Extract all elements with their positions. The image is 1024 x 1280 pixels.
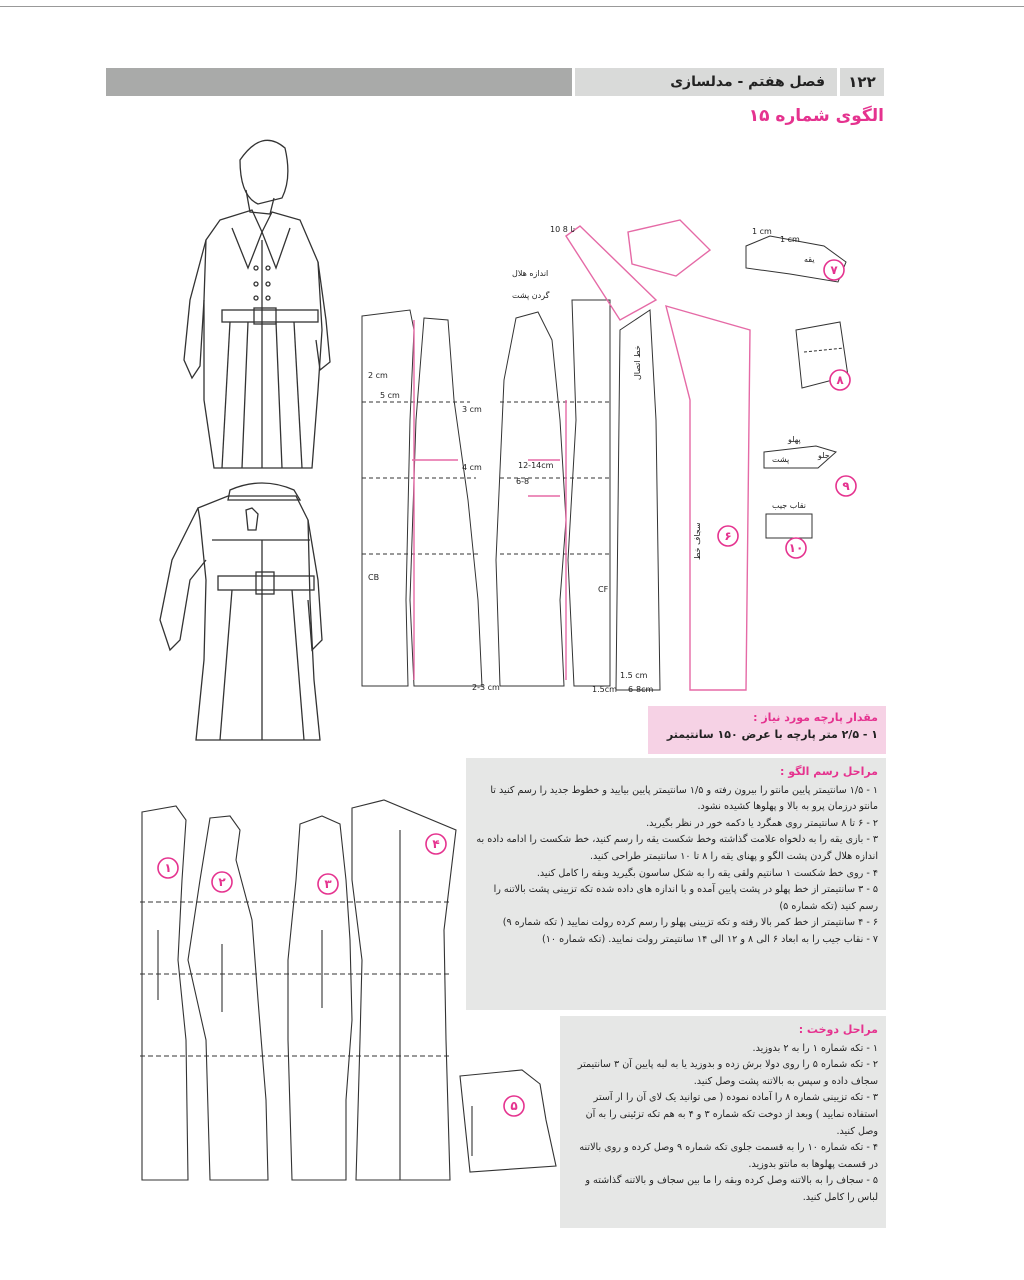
measure-3cm: 3 cm [462,405,482,414]
fabric-requirement-box [648,706,886,754]
page-number: ۱۲۲ [840,68,884,96]
measure-4cm: 4 cm [462,463,482,472]
piece-number-4 [426,834,446,854]
measure-1-5cm-b: 1.5cm [592,685,617,694]
attach-line-label: خط اتصال [633,345,642,380]
upper-pattern-draft [362,300,660,690]
drafting-steps-box [466,758,886,1010]
fabric-heading: مقدار پارچه مورد نیاز : [753,711,878,724]
drafting-step: ۵ - ۳ سانتیمتر از خط پهلو در پشت پایین آمده و با اندازه های داده شده تکه تزیینی پشت بالاتنه را رسم کنید (تکه شماره ۵) [493,884,878,912]
drafting-heading: مراحل رسم الگو : [779,765,878,778]
piece-number-1 [158,858,178,878]
collar-label: یقه [804,255,815,264]
pattern-title: الگوی شماره ۱۵ [748,106,884,126]
measure-5cm: 5 cm [380,391,400,400]
svg-text:۵: ۵ [510,1099,518,1113]
measure-2cm: 2 cm [368,371,388,380]
piece-number-9 [836,476,856,496]
drafting-step: ۴ - روی خط شکست ۱ سانتیم ولقی یقه را به شکل ساسون بگیرید وبقه را کامل کنید. [536,867,878,879]
sewing-step: ۵ - سجاف را به بالاتنه وصل کرده وبقه را ما بین سجاف و بالاتنه گذاشته و لباس را کامل کنید. [585,1175,878,1203]
front-label: جلو [818,451,830,460]
measure-2-3cm: 2-3 cm [472,683,500,692]
measure-1cm-b: 1 cm [780,235,800,244]
svg-text:۱: ۱ [164,861,172,875]
piece-number-7 [824,260,844,280]
piece-number-3 [318,874,338,894]
sewing-heading: مراحل دوخت : [798,1023,878,1036]
svg-text:۱۰: ۱۰ [788,541,804,555]
measure-10-8: 10 تا 8 [550,225,576,234]
svg-text:۸: ۸ [836,373,844,387]
piece-number-2 [212,872,232,892]
piece-number-6 [718,526,738,546]
svg-text:۲: ۲ [218,875,226,889]
svg-text:۴: ۴ [432,837,440,851]
drafting-step: ۶ - ۴ سانتیمتر از خط کمر بالا رفته و تکه تزیینی پهلو را رسم کرده رولت نمایید ( تکه شماره ۹) [502,917,878,929]
measure-6-8: 6-8 [516,477,530,486]
cb-label: CB [368,573,380,582]
drafting-step: ۱ - ۱/۵ سانتیمتر پایین مانتو را بیرون رفته و ۱/۵ سانتیمتر پایین بیایید و خطوط جدید را رسم کنید تا مانتو درزمان پرو به بالا و پهلوها کشیده نشود. [490,784,878,813]
back-label: پشت [772,455,790,464]
facing-line-label: سجاف خط [693,522,702,560]
svg-text:۷: ۷ [830,263,838,277]
coat-back-sketch [160,483,322,740]
measure-12-14cm: 12-14cm [518,461,554,470]
svg-text:۶: ۶ [724,529,732,543]
pink-pattern-pieces [412,220,750,690]
svg-text:۳: ۳ [324,877,332,891]
pocket-flap-label: نقاب جیب [772,501,806,510]
drafting-step: ۳ - بازی یقه را به دلخواه علامت گذاشته وخط شکست یقه را رسم کنید، خط شکست را ادامه داده به اندازه هلال گردن پشت الگو و پهنای یقه را ۸ تا ۱۰ سانتیمتر طراحی کنید. [476,834,878,862]
coat-front-sketch [184,140,330,468]
measure-6-8cm: 6-8cm [628,685,654,694]
piece-number-10 [786,538,806,558]
svg-text:۹: ۹ [842,479,850,493]
cf-label: CF [598,585,609,594]
sewing-step: ۴ - تکه شماره ۱۰ را به قسمت جلوی تکه شماره ۹ وصل کرده و روی بالاتنه در قسمت پهلوها به مانتو بدوزید. [579,1142,878,1170]
measure-1cm-a: 1 cm [752,227,772,236]
crescent-note-1: اندازه هلال [512,269,549,278]
sewing-step: ۱ - تکه شماره ۱ را به ۲ بدوزید. [752,1042,878,1054]
piece-number-5 [504,1096,524,1116]
measure-1-5cm-a: 1.5 cm [620,671,648,680]
drafting-step: ۷ - نقاب جیب را به ابعاد ۶ الی ۸ و ۱۲ الی ۱۴ سانتیمتر رولت نمایید. (تکه شماره ۱۰) [542,933,878,945]
fabric-text: ۱ - ۲/۵ متر پارچه با عرض ۱۵۰ سانتیمتر [666,728,878,741]
drafting-step: ۲ - ۶ تا ۸ سانتیمتر روی همگرد یا دکمه خور در نظر بگیرید. [646,817,878,829]
chapter-title: فصل هفتم - مدلسازی [575,68,837,96]
side-label: پهلو [788,435,801,444]
crescent-note-2: گردن پشت [512,291,550,300]
sewing-step: ۳ - تکه تزیینی شماره ۸ را آماده نموده ( می توانید یک لای آن را ار آستر استفاده نمایید ) وبعد از دوخت تکه شماره ۳ و ۴ به هم تکه تزئینی را به آن وصل کنید. [585,1092,878,1137]
sewing-step: ۲ - تکه شماره ۵ را روی دولا برش زده و بدوزید یا به لبه پایین آن ۳ سانتیمتر سجاف داده و سپس به بالاتنه پشت وصل کنید. [577,1059,878,1087]
piece-number-8 [830,370,850,390]
sewing-steps-box [560,1016,886,1228]
